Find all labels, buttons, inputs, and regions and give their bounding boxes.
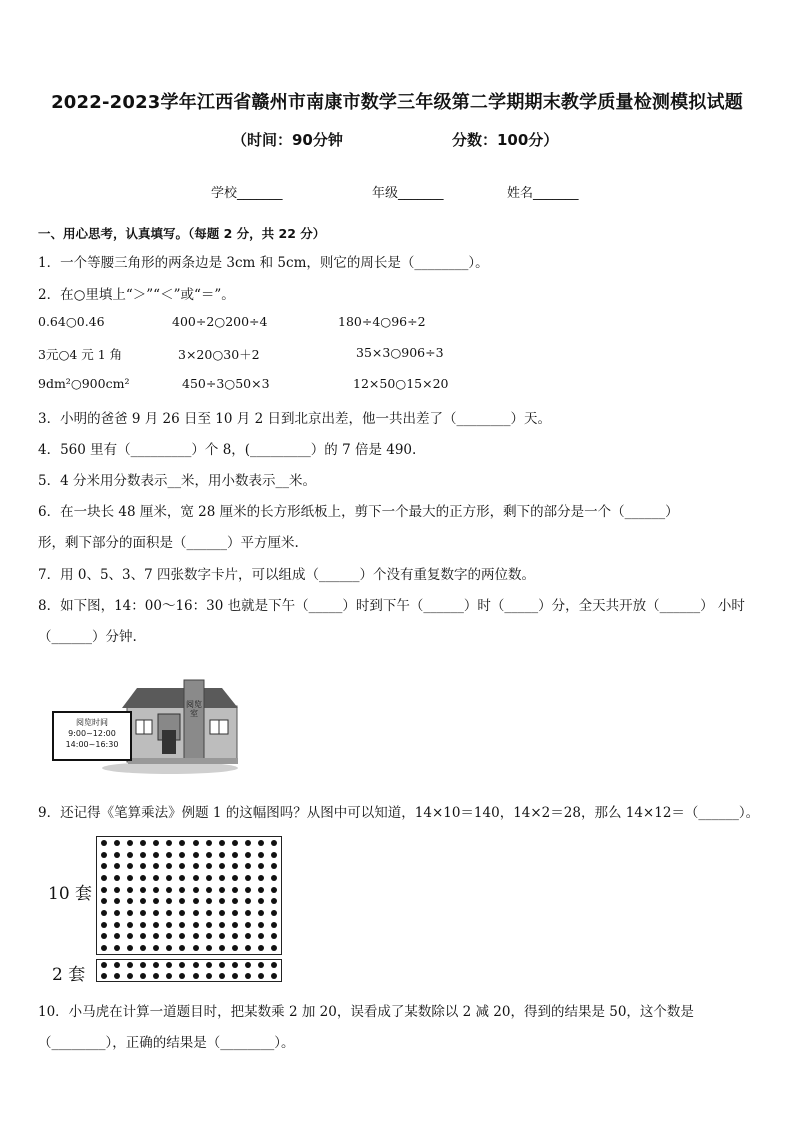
exam-score: 分数：100分） bbox=[452, 131, 559, 149]
dot bbox=[271, 973, 277, 979]
dot bbox=[114, 887, 120, 893]
dot bbox=[271, 910, 277, 916]
dot bbox=[127, 863, 133, 869]
dot bbox=[193, 922, 199, 928]
dot bbox=[245, 962, 251, 968]
dot bbox=[193, 863, 199, 869]
dot bbox=[232, 875, 238, 881]
dot bbox=[258, 922, 264, 928]
sign-time-afternoon: 14:00~16:30 bbox=[65, 740, 119, 749]
dot bbox=[206, 945, 212, 951]
dot bbox=[101, 863, 107, 869]
dot bbox=[101, 945, 107, 951]
dot bbox=[114, 962, 120, 968]
dot bbox=[206, 910, 212, 916]
dot bbox=[153, 840, 159, 846]
dot-array-10-rows bbox=[96, 836, 282, 955]
question-8: 8．如下图，14：00～16：30 也就是下午（_____）时到下午（______）时（_____）分，全天共开放（______） 小时 bbox=[38, 598, 745, 614]
dot bbox=[232, 863, 238, 869]
dot bbox=[219, 962, 225, 968]
dot bbox=[153, 933, 159, 939]
dot bbox=[166, 852, 172, 858]
question-10-cont: （________），正确的结果是（________）。 bbox=[38, 1035, 295, 1051]
dot bbox=[153, 962, 159, 968]
question-3: 3．小明的爸爸 9 月 26 日至 10 月 2 日到北京出差，他一共出差了（________）天。 bbox=[38, 411, 551, 427]
dot bbox=[153, 887, 159, 893]
dot bbox=[153, 875, 159, 881]
dot bbox=[114, 910, 120, 916]
dot bbox=[140, 962, 146, 968]
dot bbox=[232, 973, 238, 979]
dot bbox=[219, 863, 225, 869]
dot bbox=[114, 933, 120, 939]
dot bbox=[271, 887, 277, 893]
dot bbox=[166, 945, 172, 951]
dot bbox=[193, 852, 199, 858]
dot bbox=[140, 933, 146, 939]
dot bbox=[101, 898, 107, 904]
dot bbox=[245, 945, 251, 951]
dot bbox=[258, 875, 264, 881]
label-10-sets: 10 套 bbox=[48, 884, 93, 904]
dot bbox=[140, 922, 146, 928]
dot bbox=[153, 945, 159, 951]
dot bbox=[232, 887, 238, 893]
label-2-sets: 2 套 bbox=[52, 965, 86, 985]
dot bbox=[179, 945, 185, 951]
dot bbox=[271, 922, 277, 928]
dot bbox=[153, 922, 159, 928]
question-10: 10．小马虎在计算一道题目时，把某数乘 2 加 20，误看成了某数除以 2 减 20，得到的结果是 50，这个数是 bbox=[38, 1004, 694, 1020]
page-title: 2022-2023学年江西省赣州市南康市数学三年级第二学期期末教学质量检测模拟试题 bbox=[51, 92, 743, 113]
compare-item: 3元○4 元 1 角 bbox=[38, 347, 123, 362]
dot bbox=[245, 933, 251, 939]
dot bbox=[140, 840, 146, 846]
compare-item: 12×50○15×20 bbox=[353, 376, 449, 391]
question-9: 9．还记得《笔算乘法》例题 1 的这幅图吗？从图中可以知道，14×10＝140，14×2＝28，那么 14×12＝（______）。 bbox=[38, 805, 760, 821]
dot bbox=[101, 852, 107, 858]
dot bbox=[179, 875, 185, 881]
dot bbox=[232, 945, 238, 951]
dot bbox=[219, 875, 225, 881]
question-6-cont: 形，剩下部分的面积是（______）平方厘米. bbox=[38, 535, 299, 551]
dot bbox=[206, 933, 212, 939]
dot bbox=[140, 887, 146, 893]
dot bbox=[232, 840, 238, 846]
dot-array-2-rows bbox=[96, 959, 282, 982]
dot bbox=[219, 922, 225, 928]
dot bbox=[127, 852, 133, 858]
dot bbox=[206, 852, 212, 858]
dot bbox=[127, 922, 133, 928]
dot bbox=[219, 945, 225, 951]
dot bbox=[140, 852, 146, 858]
dot bbox=[258, 910, 264, 916]
dot bbox=[258, 852, 264, 858]
dot bbox=[101, 910, 107, 916]
dot bbox=[179, 887, 185, 893]
dot bbox=[140, 875, 146, 881]
dot bbox=[179, 962, 185, 968]
dot bbox=[166, 840, 172, 846]
dot bbox=[101, 922, 107, 928]
dot bbox=[245, 898, 251, 904]
dot bbox=[166, 910, 172, 916]
dot bbox=[206, 863, 212, 869]
section-heading: 一、用心思考，认真填写。（每题 2 分，共 22 分） bbox=[38, 226, 326, 241]
dot bbox=[127, 875, 133, 881]
dot bbox=[219, 933, 225, 939]
dot bbox=[166, 898, 172, 904]
dot bbox=[193, 962, 199, 968]
dot bbox=[193, 973, 199, 979]
dot bbox=[206, 962, 212, 968]
compare-item: 0.64○0.46 bbox=[38, 314, 105, 329]
compare-item: 9dm²○900cm² bbox=[38, 376, 130, 391]
dot bbox=[219, 852, 225, 858]
dot bbox=[101, 973, 107, 979]
dot bbox=[101, 875, 107, 881]
dot bbox=[232, 922, 238, 928]
question-2: 2．在○里填上“＞”“＜”或“＝”。 bbox=[38, 287, 235, 303]
dot bbox=[258, 933, 264, 939]
dot bbox=[127, 962, 133, 968]
library-illustration bbox=[52, 678, 242, 778]
dot bbox=[258, 887, 264, 893]
dot bbox=[179, 852, 185, 858]
compare-item: 3×20○30＋2 bbox=[178, 347, 260, 362]
dot bbox=[166, 933, 172, 939]
dot bbox=[271, 945, 277, 951]
opening-hours-sign bbox=[52, 711, 132, 761]
name-field: 姓名_______ bbox=[507, 186, 579, 201]
dot bbox=[206, 875, 212, 881]
dot bbox=[127, 887, 133, 893]
dot bbox=[258, 863, 264, 869]
dot bbox=[258, 840, 264, 846]
dot bbox=[271, 863, 277, 869]
compare-item: 450÷3○50×3 bbox=[182, 376, 270, 391]
dot bbox=[245, 875, 251, 881]
dot bbox=[127, 945, 133, 951]
dot bbox=[271, 852, 277, 858]
dot bbox=[140, 898, 146, 904]
dot bbox=[271, 898, 277, 904]
dot bbox=[179, 922, 185, 928]
dot bbox=[219, 910, 225, 916]
dot bbox=[140, 910, 146, 916]
dot bbox=[114, 875, 120, 881]
exam-time: （时间：90分钟 bbox=[232, 131, 343, 149]
dot bbox=[219, 898, 225, 904]
dot bbox=[101, 962, 107, 968]
dot bbox=[245, 922, 251, 928]
dot bbox=[193, 840, 199, 846]
dot bbox=[140, 973, 146, 979]
dot bbox=[193, 933, 199, 939]
dot bbox=[232, 933, 238, 939]
dot bbox=[245, 887, 251, 893]
dot bbox=[271, 840, 277, 846]
dot bbox=[193, 875, 199, 881]
dot bbox=[179, 910, 185, 916]
dot bbox=[127, 973, 133, 979]
dot bbox=[271, 962, 277, 968]
dot bbox=[206, 898, 212, 904]
dot bbox=[206, 840, 212, 846]
dot bbox=[114, 852, 120, 858]
sign-time-morning: 9:00~12:00 bbox=[68, 729, 116, 738]
dot bbox=[153, 898, 159, 904]
dot bbox=[193, 898, 199, 904]
question-1: 1．一个等腰三角形的两条边是 3cm 和 5cm，则它的周长是（________）。 bbox=[38, 255, 489, 271]
dot bbox=[258, 898, 264, 904]
dot bbox=[153, 852, 159, 858]
dot bbox=[114, 898, 120, 904]
dot bbox=[219, 887, 225, 893]
dot bbox=[193, 887, 199, 893]
dot bbox=[127, 840, 133, 846]
dot bbox=[232, 910, 238, 916]
dot bbox=[245, 973, 251, 979]
dot bbox=[153, 863, 159, 869]
dot bbox=[219, 840, 225, 846]
compare-item: 180÷4○96÷2 bbox=[338, 314, 426, 329]
dot bbox=[127, 933, 133, 939]
grade-field: 年级_______ bbox=[372, 186, 444, 201]
dot bbox=[193, 945, 199, 951]
dot bbox=[166, 863, 172, 869]
dot bbox=[127, 910, 133, 916]
dot bbox=[114, 922, 120, 928]
dot bbox=[245, 910, 251, 916]
dot bbox=[258, 973, 264, 979]
dot bbox=[101, 840, 107, 846]
dot bbox=[245, 863, 251, 869]
compare-item: 35×3○906÷3 bbox=[356, 345, 444, 360]
dot bbox=[232, 852, 238, 858]
compare-item: 400÷2○200÷4 bbox=[172, 314, 268, 329]
dot bbox=[219, 973, 225, 979]
dot bbox=[258, 945, 264, 951]
question-4: 4．560 里有（_________）个 8，(_________）的 7 倍是 490. bbox=[38, 442, 417, 458]
question-5: 5．4 分米用分数表示__米，用小数表示__米。 bbox=[38, 473, 316, 489]
dot bbox=[153, 910, 159, 916]
dot bbox=[140, 863, 146, 869]
dot bbox=[232, 962, 238, 968]
dot bbox=[245, 852, 251, 858]
dot bbox=[206, 973, 212, 979]
dot bbox=[166, 973, 172, 979]
dot bbox=[193, 910, 199, 916]
question-6: 6．在一块长 48 厘米，宽 28 厘米的长方形纸板上，剪下一个最大的正方形，剩下的部分是一个（______） bbox=[38, 504, 679, 520]
dot bbox=[232, 898, 238, 904]
dot bbox=[206, 922, 212, 928]
dot bbox=[179, 973, 185, 979]
school-field: 学校_______ bbox=[211, 186, 283, 201]
dot bbox=[179, 898, 185, 904]
dot bbox=[179, 863, 185, 869]
dot bbox=[114, 945, 120, 951]
question-8-cont: （______）分钟. bbox=[38, 629, 137, 645]
dot bbox=[140, 945, 146, 951]
dot bbox=[166, 887, 172, 893]
dot bbox=[179, 933, 185, 939]
dot bbox=[166, 875, 172, 881]
dot bbox=[271, 875, 277, 881]
dot bbox=[127, 898, 133, 904]
dot bbox=[245, 840, 251, 846]
dot bbox=[258, 962, 264, 968]
dot bbox=[114, 863, 120, 869]
dot bbox=[101, 887, 107, 893]
dot bbox=[166, 962, 172, 968]
dot bbox=[101, 933, 107, 939]
dot bbox=[153, 973, 159, 979]
dot bbox=[179, 840, 185, 846]
sign-title: 阅览时间 bbox=[76, 718, 108, 727]
dot bbox=[271, 933, 277, 939]
door-label: 阅览室 bbox=[186, 700, 202, 718]
dot bbox=[114, 973, 120, 979]
dot bbox=[166, 922, 172, 928]
question-7: 7．用 0、5、3、7 四张数字卡片，可以组成（______）个没有重复数字的两位数。 bbox=[38, 567, 536, 583]
dot bbox=[114, 840, 120, 846]
dot bbox=[206, 887, 212, 893]
